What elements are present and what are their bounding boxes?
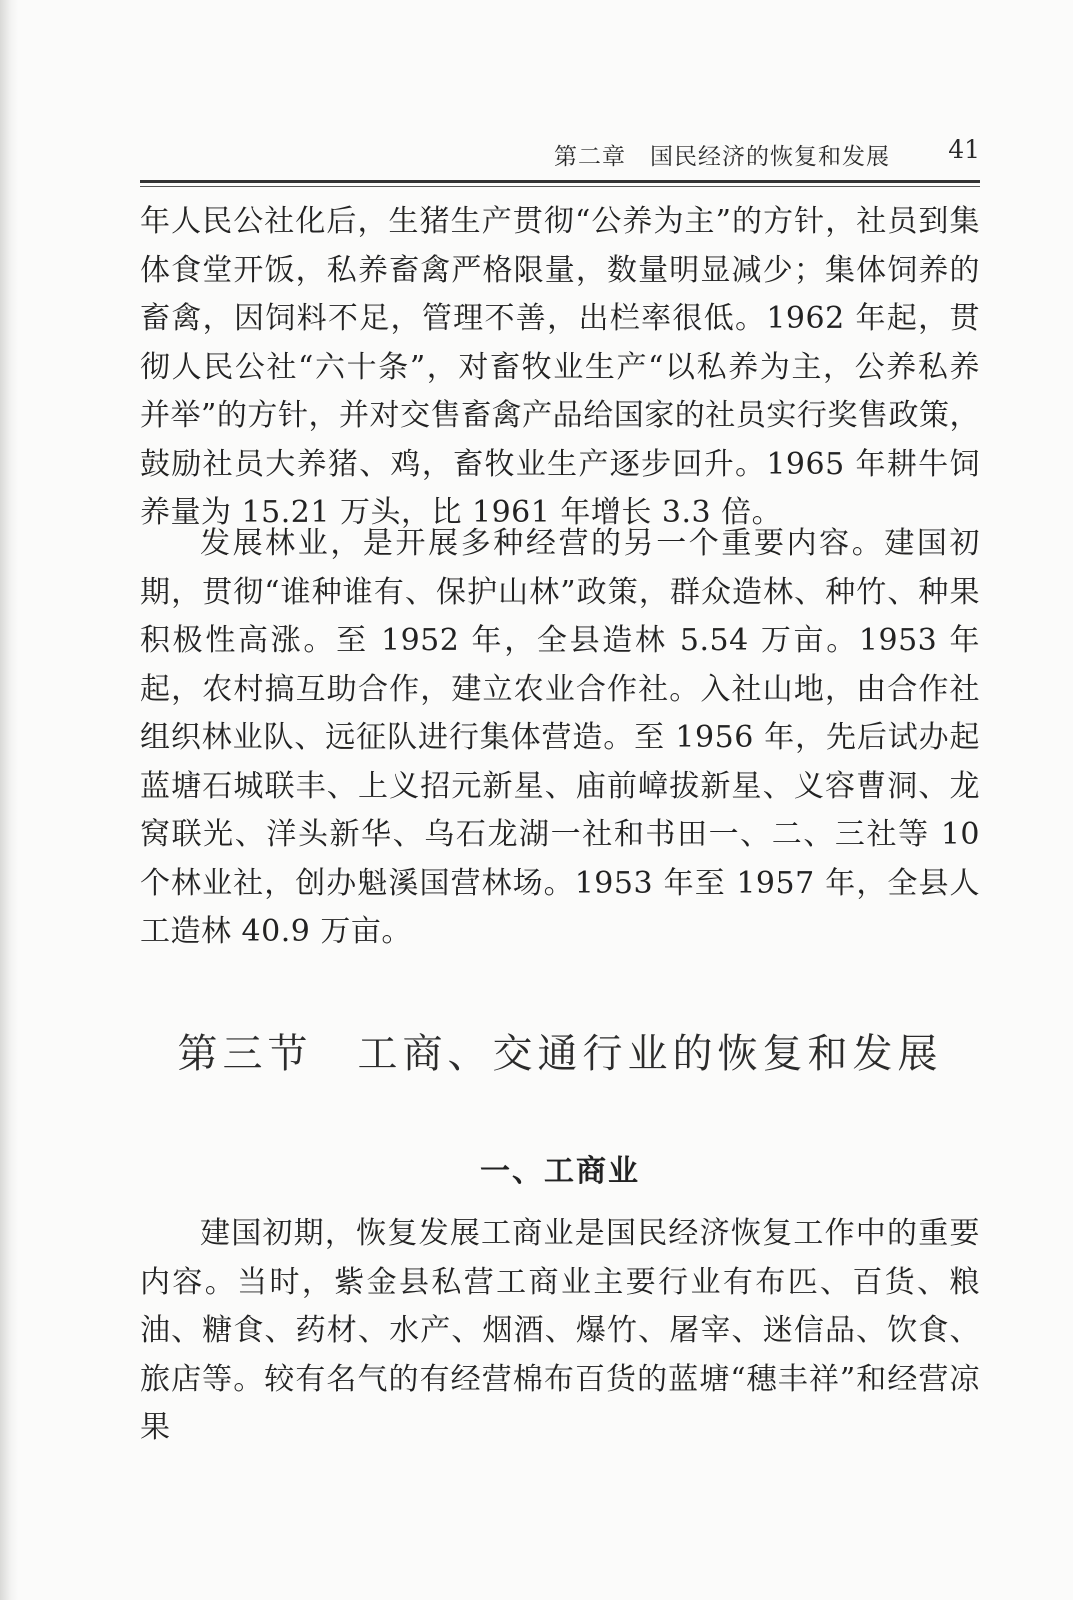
header-rule-thick xyxy=(140,180,980,183)
binding-shadow xyxy=(0,0,18,1600)
running-head xyxy=(140,132,980,172)
paragraph-livestock: 年人民公社化后，生猪生产贯彻“公养为主”的方针，社员到集体食堂开饭，私养畜禽严格限量，数量明显减少；集体饲养的畜禽，因饲料不足，管理不善，出栏率很低。1962 年起，贯彻人民公社“六十条”，对畜牧业生产“以私养为主，公养私养并举”的方针，并对交售畜禽产品给国家的社员实行奖售政策，鼓励社员大养猪、鸡，畜牧业生产逐步回升。1965 年耕牛饲养量为 15.21 万头，比 1961 年增长 3.3 倍。 xyxy=(140,204,980,530)
section-title: 第三节 工商、交通行业的恢复和发展 xyxy=(177,1031,943,1077)
paragraph-forestry: 发展林业，是开展多种经营的另一个重要内容。建国初期，贯彻“谁种谁有、保护山林”政策，群众造林、种竹、种果积极性高涨。至 1952 年，全县造林 5.54 万亩。1953 年起，农村搞互助合作，建立农业合作社。入社山地，由合作社组织林业队、远征队进行集体营造。至 1956 年，先后试办起蓝塘石城联丰、上义招元新星、庙前嶂拔新星、义容曹洞、龙窝联光、洋头新华、乌石龙湖一社和书田一、二、三社等 10 个林业社，创办魁溪国营林场。1953 年至 1957 年，全县人工造林 40.9 万亩。 xyxy=(140,526,980,949)
subsection-title: 一、工商业 xyxy=(480,1154,640,1189)
page-number: 41 xyxy=(948,135,980,164)
running-head-chapter-title: 第二章 国民经济的恢复和发展 xyxy=(554,144,890,170)
paragraph-industry-commerce: 建国初期，恢复发展工商业是国民经济恢复工作中的重要内容。当时，紫金县私营工商业主要行业有布匹、百货、粮油、糖食、药材、水产、烟酒、爆竹、屠宰、迷信品、饮食、旅店等。较有名气的有经营棉布百货的蓝塘“穗丰祥”和经营凉果 xyxy=(140,1216,980,1445)
header-rule-thin xyxy=(140,186,980,187)
